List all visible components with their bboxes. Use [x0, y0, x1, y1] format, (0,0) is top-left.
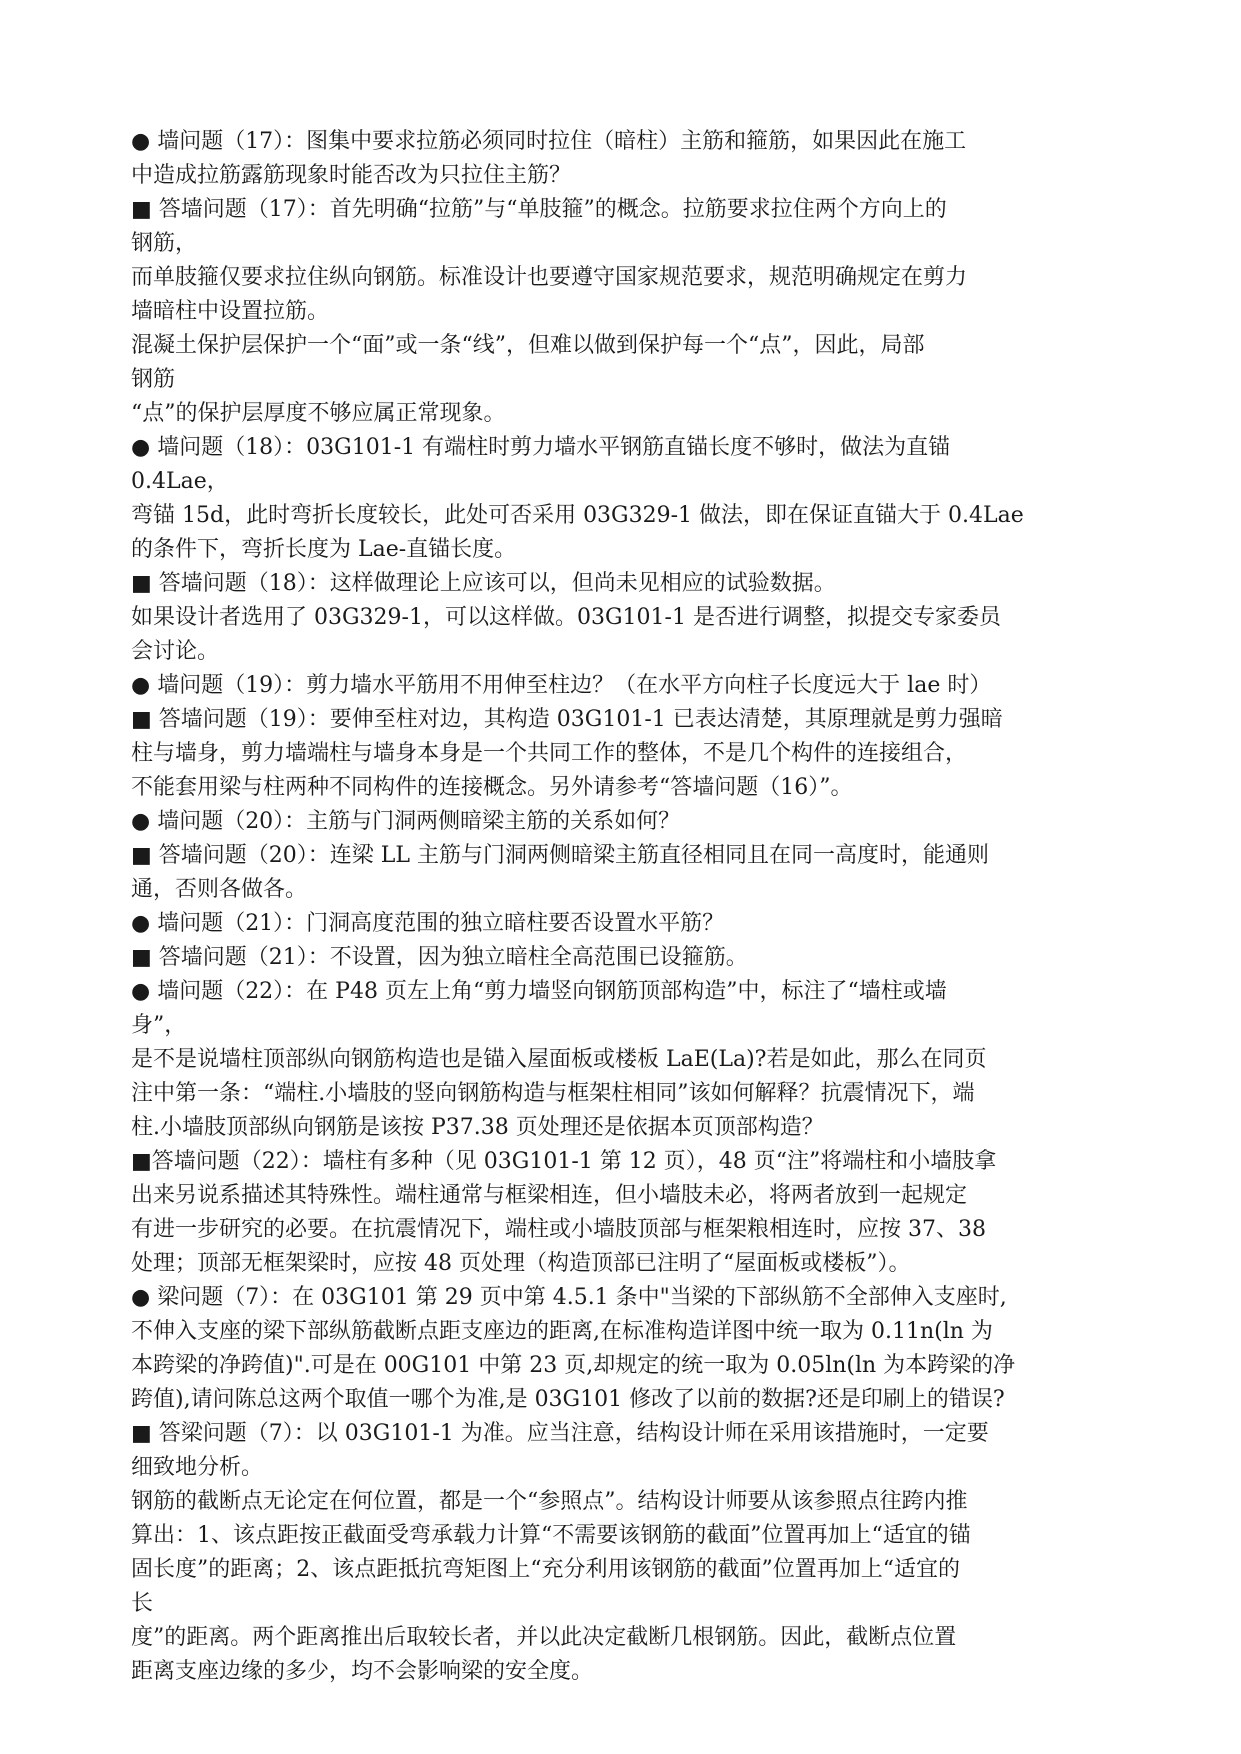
- text-line: ■ 答梁问题（7）：以 03G101-1 为准。应当注意，结构设计师在采用该措施时，一定要: [131, 1421, 989, 1446]
- text-line: 是不是说墙柱顶部纵向钢筋构造也是锚入屋面板或楼板 LaE(La)?若是如此，那么在同页: [131, 1047, 987, 1072]
- text-line: 墙暗柱中设置拉筋。: [131, 299, 330, 324]
- text-line: ● 墙问题（17）：图集中要求拉筋必须同时拉住（暗柱）主筋和箍筋，如果因此在施工: [131, 129, 967, 154]
- text-line: ● 墙问题（19）：剪力墙水平筋用不用伸至柱边？（在水平方向柱子长度远大于 lae 时）: [131, 673, 992, 698]
- text-line: 会讨论。: [131, 639, 220, 664]
- text-line: ● 墙问题（21）：门洞高度范围的独立暗柱要否设置水平筋？: [131, 911, 725, 936]
- text-line: ● 墙问题（20）：主筋与门洞两侧暗梁主筋的关系如何？: [131, 809, 681, 834]
- text-line: 固长度”的距离；2、该点距抵抗弯矩图上“充分利用该钢筋的截面”位置再加上“适宜的: [131, 1557, 960, 1582]
- text-line: 柱与墙身，剪力墙端柱与墙身本身是一个共同工作的整体，不是几个构件的连接组合，: [131, 741, 968, 766]
- text-line: ● 墙问题（22）：在 P48 页左上角“剪力墙竖向钢筋顶部构造”中，标注了“墙柱或墙: [131, 979, 947, 1004]
- text-line: 细致地分析。: [131, 1455, 264, 1480]
- text-line: 距离支座边缘的多少，均不会影响梁的安全度。: [131, 1659, 594, 1684]
- text-line: 出来另说系描述其特殊性。端柱通常与框梁相连，但小墙肢未必，将两者放到一起规定: [131, 1183, 968, 1208]
- text-line: 钢筋的截断点无论定在何位置，都是一个“参照点”。结构设计师要从该参照点往跨内推: [131, 1489, 968, 1514]
- text-line: 本跨梁的净跨值)".可是在 00G101 中第 23 页,却规定的统一取为 0.05ln(ln 为本跨梁的净: [131, 1353, 1016, 1378]
- text-line: ● 墙问题（18）：03G101-1 有端柱时剪力墙水平钢筋直锚长度不够时，做法为直锚: [131, 435, 951, 460]
- text-line: ● 梁问题（7）：在 03G101 第 29 页中第 4.5.1 条中"当梁的下部纵筋不全部伸入支座时,: [131, 1285, 1007, 1310]
- text-line: 身”，: [131, 1013, 187, 1038]
- text-line: 柱.小墙肢顶部纵向钢筋是该按 P37.38 页处理还是依据本页顶部构造？: [131, 1115, 824, 1140]
- document-body: [131, 125, 1121, 1689]
- text-line: 长: [131, 1591, 154, 1616]
- text-line: 弯锚 15d，此时弯折长度较长，此处可否采用 03G329-1 做法，即在保证直锚大于 0.4Lae: [131, 503, 1024, 528]
- text-line: 0.4Lae，: [131, 469, 229, 494]
- text-line: 混凝土保护层保护一个“面”或一条“线”，但难以做到保护每一个“点”，因此，局部: [131, 333, 925, 358]
- text-line: 算出：1、该点距按正截面受弯承载力计算“不需要该钢筋的截面”位置再加上“适宜的锚: [131, 1523, 971, 1548]
- text-line: ■ 答墙问题（19）：要伸至柱对边，其构造 03G101-1 已表达清楚，其原理就是剪力强暗: [131, 707, 1003, 732]
- text-line: 处理；顶部无框架梁时，应按 48 页处理（构造顶部已注明了“屋面板或楼板”）。: [131, 1251, 911, 1276]
- text-line: 如果设计者选用了 03G329-1，可以这样做。03G101-1 是否进行调整，拟提交专家委员: [131, 605, 1001, 630]
- text-line: ■答墙问题（22）：墙柱有多种（见 03G101-1 第 12 页），48 页“注”将端柱和小墙肢拿: [131, 1149, 997, 1174]
- text-line: 而单肢箍仅要求拉住纵向钢筋。标准设计也要遵守国家规范要求，规范明确规定在剪力: [131, 265, 968, 290]
- text-line: 注中第一条：“端柱.小墙肢的竖向钢筋构造与框架柱相同”该如何解释？抗震情况下，端: [131, 1081, 975, 1106]
- text-line: 跨值),请问陈总这两个取值一哪个为准,是 03G101 修改了以前的数据?还是印刷上的错误?: [131, 1387, 1005, 1412]
- text-line: 钢筋: [131, 367, 176, 392]
- text-line: 中造成拉筋露筋现象时能否改为只拉住主筋？: [131, 163, 572, 188]
- text-line: 度”的距离。两个距离推出后取较长者，并以此决定截断几根钢筋。因此，截断点位置: [131, 1625, 957, 1650]
- text-line: 有进一步研究的必要。在抗震情况下，端柱或小墙肢顶部与框架粮相连时，应按 37、38: [131, 1217, 986, 1242]
- text-line: “点”的保护层厚度不够应属正常现象。: [131, 401, 506, 426]
- text-line: ■ 答墙问题（17）：首先明确“拉筋”与“单肢箍”的概念。拉筋要求拉住两个方向上的: [131, 197, 947, 222]
- text-line: 通，否则各做各。: [131, 877, 308, 902]
- text-line: 不伸入支座的梁下部纵筋截断点距支座边的距离,在标准构造详图中统一取为 0.11n(ln 为: [131, 1319, 993, 1344]
- text-line: 钢筋，: [131, 231, 198, 256]
- text-line: 不能套用梁与柱两种不同构件的连接概念。另外请参考“答墙问题（16）”。: [131, 775, 853, 800]
- text-line: ■ 答墙问题（20）：连梁 LL 主筋与门洞两侧暗梁主筋直径相同且在同一高度时，能通则: [131, 843, 989, 868]
- text-line: ■ 答墙问题（21）：不设置，因为独立暗柱全高范围已设箍筋。: [131, 945, 748, 970]
- text-line: ■ 答墙问题（18）：这样做理论上应该可以，但尚未见相应的试验数据。: [131, 571, 836, 596]
- text-line: 的条件下，弯折长度为 Lae-直锚长度。: [131, 537, 517, 562]
